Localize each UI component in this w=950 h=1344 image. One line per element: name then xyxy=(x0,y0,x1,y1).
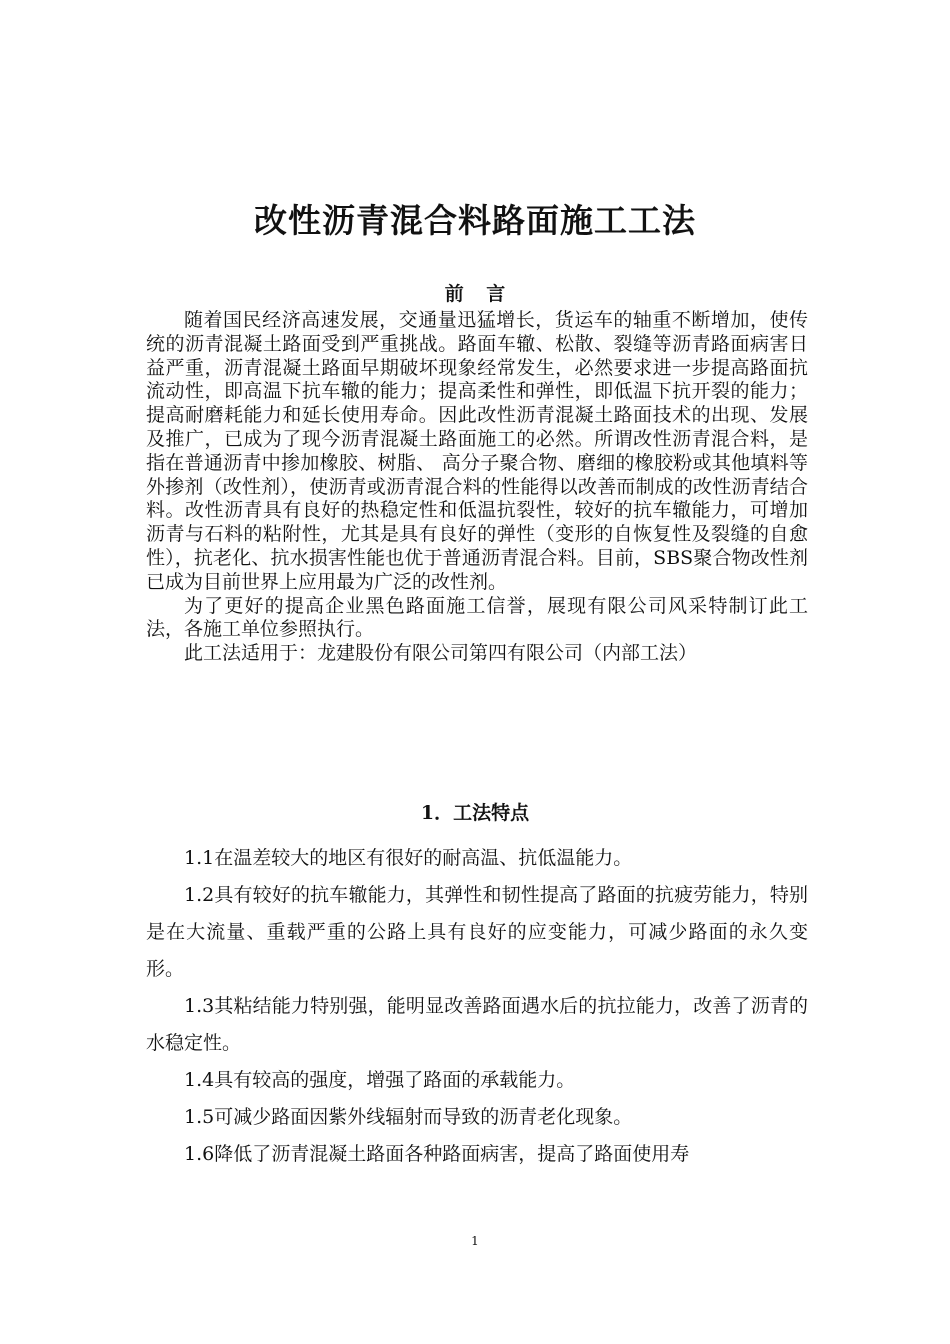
page-number: 1 xyxy=(471,1234,479,1248)
preface-body xyxy=(146,309,808,666)
preface-paragraph: 为了更好的提高企业黑色路面施工信誉，展现有限公司风采特制订此工法，各施工单位参照执行。 xyxy=(146,594,808,641)
section-heading: 1．工法特点 xyxy=(420,802,530,824)
section-item: 1.6降低了沥青混凝土路面各种路面病害，提高了路面使用寿 xyxy=(184,1143,690,1165)
section-item: 1.1在温差较大的地区有很好的耐高温、抗低温能力。 xyxy=(184,847,633,869)
section-item: 1.3其粘结能力特别强，能明显改善路面遇水后的抗拉能力，改善了沥青的水稳定性。 xyxy=(146,995,808,1054)
preface-paragraph: 此工法适用于：龙建股份有限公司第四有限公司（内部工法） xyxy=(184,642,698,665)
preface-heading: 前 言 xyxy=(444,283,514,305)
section-item: 1.4具有较高的强度，增强了路面的承载能力。 xyxy=(184,1069,576,1091)
section-body xyxy=(146,840,808,1173)
preface-paragraph: 随着国民经济高速发展，交通量迅猛增长，货运车的轴重不断增加，使传统的沥青混凝土路面受到严重挑战。路面车辙、松散、裂缝等沥青路面病害日益严重，沥青混凝土路面早期破坏现象经常发生，必然要求进一步提高路面抗流动性，即高温下抗车辙的能力；提高柔性和弹性，即低温下抗开裂的能力；提高耐磨耗能力和延长使用寿命。因此改性沥青混凝土路面技术的出现、发展及推广，已成为了现今沥青混凝土路面施工的必然。所谓改性沥青混合料，是指在普通沥青中掺加橡胶、树脂、 高分子聚合物、磨细的橡胶粉或其他填料等外掺剂（改性剂），使沥青或沥青混合料的性能得以改善而制成的改性沥青结合料。改性沥青具有良好的热稳定性和低温抗裂性，较好的抗车辙能力，可增加沥青与石料的粘附性，尤其是具有良好的弹性（变形的自恢复性及裂缝的自愈性），抗老化、抗水损害性能也优于普通沥青混合料。目前，SBS聚合物改性剂已成为目前世界上应用最为广泛的改性剂。 xyxy=(146,309,808,593)
section-item: 1.2具有较好的抗车辙能力，其弹性和韧性提高了路面的抗疲劳能力，特别是在大流量、重载严重的公路上具有良好的应变能力，可减少路面的永久变形。 xyxy=(146,884,808,980)
document-title: 改性沥青混合料路面施工工法 xyxy=(254,201,696,240)
section-item: 1.5可减少路面因紫外线辐射而导致的沥青老化现象。 xyxy=(184,1106,633,1128)
